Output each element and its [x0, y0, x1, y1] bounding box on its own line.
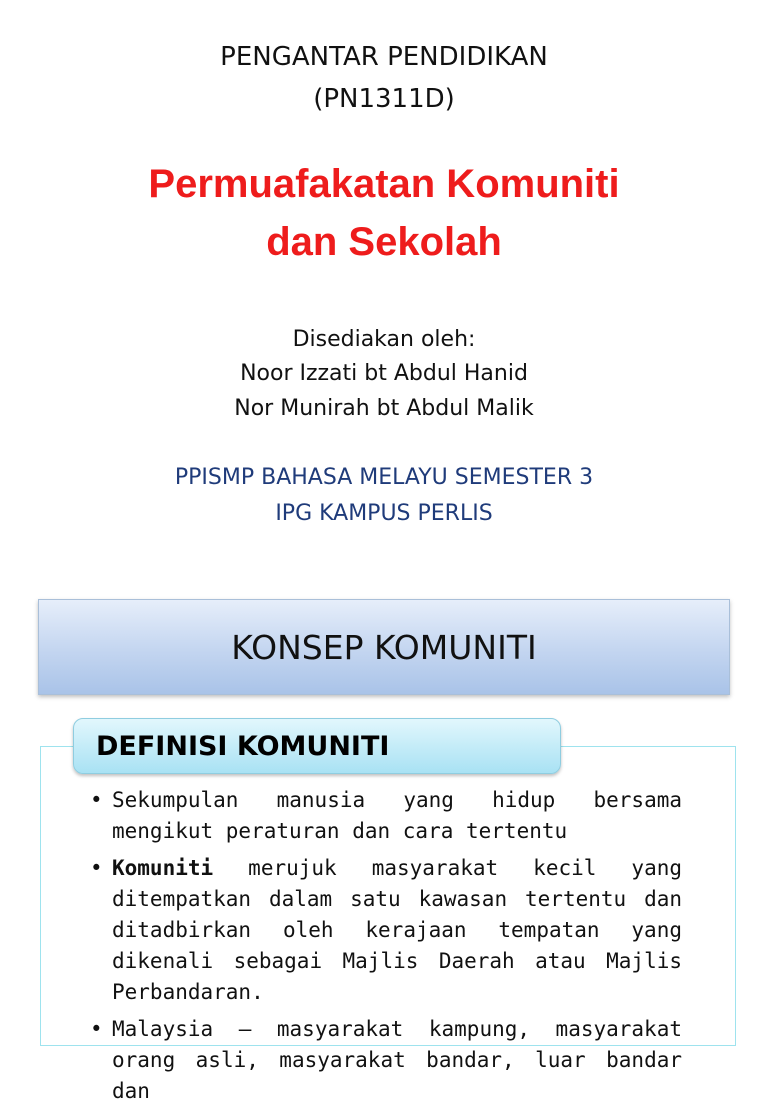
bullet-text: Malaysia – masyarakat kampung, masyarakat orang asli, masyarakat bandar, luar bandar dan: [112, 1017, 682, 1103]
bullet-term: Komuniti: [112, 856, 214, 880]
author-2: Nor Munirah bt Abdul Malik: [234, 396, 534, 421]
list-item: [90, 1014, 682, 1107]
presentation-title-line1: Permuafakatan Komuniti: [148, 162, 620, 206]
campus-name: IPG KAMPUS PERLIS: [275, 501, 493, 526]
bullet-icon: •: [90, 1017, 103, 1041]
banner-title: KONSEP KOMUNITI: [231, 627, 537, 667]
slide-banner: [38, 599, 730, 695]
concept-slide: [0, 560, 768, 1103]
section-label: DEFINISI KOMUNITI: [96, 730, 390, 762]
bullet-text: merujuk masyarakat kecil yang ditempatkan dalam satu kawasan tertentu dan ditadbirkan oleh kerajaan tempatan yang dikenali sebagai Majlis Daerah atau Majlis Perbandaran.: [112, 856, 682, 1004]
course-name: PENGANTAR PENDIDIKAN: [220, 42, 548, 72]
prepared-by-label: Disediakan oleh:: [292, 327, 476, 352]
presentation-title-line2: dan Sekolah: [266, 220, 502, 264]
course-code: (PN1311D): [313, 84, 455, 114]
bullet-text: Sekumpulan manusia yang hidup bersama mengikut peraturan dan cara tertentu: [112, 788, 682, 843]
program-name: PPISMP BAHASA MELAYU SEMESTER 3: [174, 465, 594, 490]
list-item: [90, 785, 682, 847]
section-label-box: [73, 718, 561, 774]
list-item: [90, 853, 682, 1008]
bullet-icon: •: [90, 788, 103, 812]
bullet-list: [90, 785, 682, 1113]
author-1: Noor Izzati bt Abdul Hanid: [240, 361, 528, 386]
bullet-icon: •: [90, 856, 103, 880]
